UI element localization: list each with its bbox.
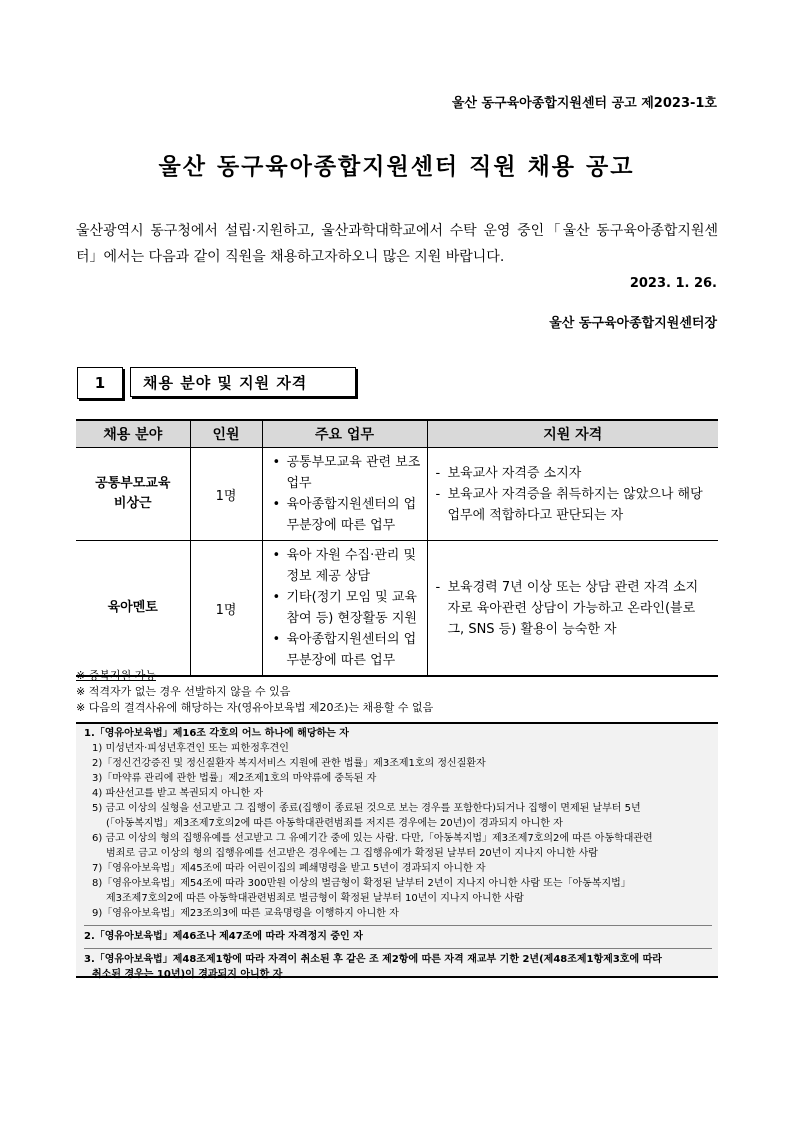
table-header-row [76, 420, 718, 448]
table-row [76, 448, 718, 541]
table-row [76, 541, 718, 677]
duty-item: • 육아종합지원센터의 업무분장에 따른 업무 [273, 494, 421, 536]
qualifications-cell [427, 541, 718, 677]
notes [76, 668, 718, 716]
duty-item: • 육아종합지원센터의 업무분장에 따른 업무 [273, 629, 421, 671]
job-field-type: 비상근 [113, 496, 152, 511]
page-title: 울산 동구육아종합지원센터 직원 채용 공고 [158, 154, 635, 180]
disq-item: 6) 금고 이상의 형의 집행유예를 선고받고 그 유예기간 중에 있는 사람. 다만,「아동복지법」제3조제7호의2에 따른 아동학대관련 [92, 833, 653, 844]
col-header-field: 채용 분야 [76, 420, 190, 448]
divider [84, 948, 712, 949]
note-item: ※ 다음의 결격사유에 해당하는 자(영유아보육법 제20조)는 채용할 수 없음 [76, 701, 434, 714]
announcement-number: 울산 동구육아종합지원센터 공고 제2023-1호 [451, 96, 717, 111]
qualification-item: - 보육교사 자격증 소지자 [436, 463, 711, 484]
col-header-qualifications: 지원 자격 [427, 420, 718, 448]
issuing-organization: 울산 동구육아종합지원센터장 [549, 316, 717, 331]
recruitment-table [76, 419, 718, 677]
disq-item: 2)「정신건강증진 및 정신질환자 복지서비스 지원에 관한 법률」제3조제1호의 정신질환자 [92, 758, 486, 769]
col-header-count: 인원 [190, 420, 262, 448]
divider [84, 925, 712, 926]
disq-item: (「아동복지법」제3조제7호의2에 따른 아동학대관련범죄를 저지른 경우에는 20년)이 경과되지 아니한 자 [106, 818, 563, 829]
headcount: 1명 [190, 448, 262, 541]
disq-item: 1) 미성년자·피성년후견인 또는 피한정후견인 [92, 743, 289, 754]
disq-item: 3)「마약류 관리에 관한 법률」제2조제1호의 마약류에 중독된 자 [92, 773, 377, 784]
duty-item: • 육아 자원 수집·관리 및 정보 제공 상담 [273, 545, 421, 587]
col-header-duties: 주요 업무 [262, 420, 427, 448]
disq-item: 8)「영유아보육법」제54조에 따라 300만원 이상의 벌금형이 확정된 날부터 2년이 지나지 아니한 사람 또는「아동복지법」 [92, 878, 631, 889]
disq-item: 제3조제7호의2에 따른 아동학대관련범죄로 벌금형이 확정된 날부터 10년이 지나지 아니한 사람 [106, 893, 524, 904]
disq-item: 범죄로 금고 이상의 형의 집행유예를 선고받은 경우에는 그 집행유예가 확정된 날부터 20년이 지나지 아니한 사람 [106, 848, 598, 859]
announcement-date: 2023. 1. 26. [629, 276, 717, 291]
duties-cell [262, 448, 427, 541]
qualification-item: - 보육경력 7년 이상 또는 상담 관련 자격 소지자로 육아관련 상담이 가능하고 온라인(블로그, SNS 등) 활용이 능숙한 자 [436, 577, 711, 640]
section-number: 1 [77, 367, 123, 399]
qualification-item: - 보육교사 자격증을 취득하지는 않았으나 해당 업무에 적합하다고 판단되는 자 [436, 484, 711, 526]
job-field [76, 541, 190, 677]
disq-heading-1: 1.「영유아보육법」제16조 각호의 어느 하나에 해당하는 자 [84, 728, 349, 739]
disq-heading-2: 2.「영유아보육법」제46조나 제47조에 따라 자격정지 중인 자 [84, 931, 363, 942]
job-field-name: 육아멘토 [107, 600, 158, 615]
intro-paragraph: 울산광역시 동구청에서 설립·지원하고, 울산과학대학교에서 수탁 운영 중인「울산 동구육아종합지원센터」에서는 다음과 같이 직원을 채용하고자하오니 많은 지원 바랍니다. [76, 223, 718, 265]
duties-cell [262, 541, 427, 677]
duty-item: • 공통부모교육 관련 보조업무 [273, 452, 421, 494]
job-field-name: 공통부모교육 [95, 476, 171, 491]
disqualification-box [76, 722, 718, 978]
disq-item: 7)「영유아보육법」제45조에 따라 어린이집의 폐쇄명령을 받고 5년이 경과되지 아니한 자 [92, 863, 486, 874]
disq-heading-3-cont: 취소된 경우는 10년)이 경과되지 아니한 자 [92, 969, 283, 980]
note-item: ※ 적격자가 없는 경우 선발하지 않을 수 있음 [76, 685, 291, 698]
disq-heading-3: 3.「영유아보육법」제48조제1항에 따라 자격이 취소된 후 같은 조 제2항에 따른 자격 재교부 기한 2년(제48조제1항제3호에 따라 [84, 954, 662, 965]
disq-item: 9)「영유아보육법」제23조의3에 따른 교육명령을 이행하지 아니한 자 [92, 908, 399, 919]
duty-item: • 기타(정기 모임 및 교육 참여 등) 현장활동 지원 [273, 587, 421, 629]
note-item: ※ 중복지원 가능 [76, 669, 156, 682]
headcount: 1명 [190, 541, 262, 677]
disq-item: 4) 파산선고를 받고 복권되지 아니한 자 [92, 788, 264, 799]
section-title: 채용 분야 및 지원 자격 [130, 367, 356, 397]
qualifications-cell [427, 448, 718, 541]
job-field [76, 448, 190, 541]
disq-item: 5) 금고 이상의 실형을 선고받고 그 집행이 종료(집행이 종료된 것으로 보는 경우를 포함한다)되거나 집행이 면제된 날부터 5년 [92, 803, 641, 814]
